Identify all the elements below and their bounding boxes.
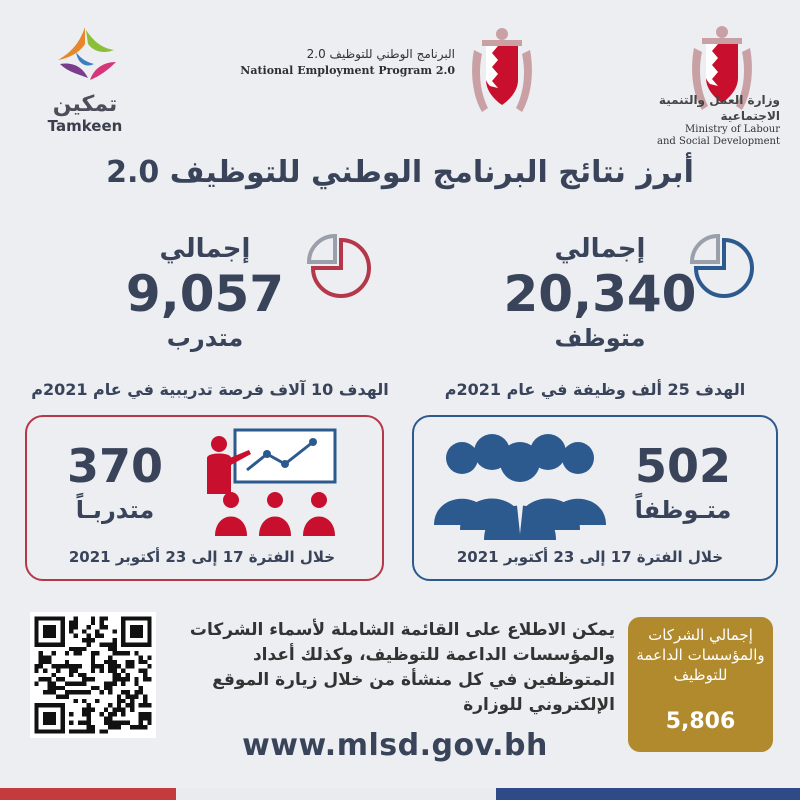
trainees-weekly-label: متدربـاً xyxy=(75,496,155,524)
training-presentation-icon xyxy=(205,424,345,536)
page-title: أبرز نتائج البرنامج الوطني للتوظيف 2.0 xyxy=(106,155,694,190)
employed-weekly-value: 502 xyxy=(634,439,732,493)
employed-goal-text: الهدف 25 ألف وظيفة في عام 2021م xyxy=(444,380,746,399)
nep-title-block xyxy=(205,45,455,79)
trainees-total-stat xyxy=(105,232,305,354)
tamkeen-logo xyxy=(40,22,130,137)
bahrain-emblem-icon xyxy=(468,20,536,120)
tamkeen-arabic-name: تمكين xyxy=(52,92,118,117)
companies-total-label: إجمالي الشركات والمؤسسات الداعمة للتوظيف xyxy=(636,626,765,684)
tamkeen-english-name: Tamkeen xyxy=(47,117,123,135)
people-group-icon xyxy=(430,430,610,540)
nep-arabic-title: البرنامج الوطني للتوظيف 2.0 xyxy=(306,47,455,61)
trainees-weekly-value: 370 xyxy=(66,439,164,493)
ministry-english-name-1: Ministry of Labour xyxy=(685,124,780,135)
ministry-english-name-2: and Social Development xyxy=(657,136,780,147)
ministry-name-block xyxy=(640,92,780,148)
website-link[interactable]: www.mlsd.gov.bh xyxy=(242,728,548,763)
qr-code-icon[interactable] xyxy=(30,612,156,738)
tamkeen-swirl-icon xyxy=(50,22,120,87)
footer-color-bar xyxy=(0,788,800,800)
nep-english-title: National Employment Program 2.0 xyxy=(240,64,455,77)
employed-weekly-label: متـوظفاً xyxy=(634,496,732,524)
trainees-unit-label: متدرب xyxy=(166,324,244,352)
trainees-total-label: إجمالي xyxy=(159,234,251,264)
employed-unit-label: متوظف xyxy=(554,324,646,352)
employed-total-value: 20,340 xyxy=(503,265,697,323)
trainees-period-text: خلال الفترة 17 إلى 23 أكتوبر 2021 xyxy=(68,548,336,566)
employed-total-label: إجمالي xyxy=(554,234,646,264)
employed-total-stat xyxy=(500,232,700,354)
companies-total-value: 5,806 xyxy=(665,709,736,734)
trainees-total-value: 9,057 xyxy=(125,265,285,323)
employed-period-text: خلال الفترة 17 إلى 23 أكتوبر 2021 xyxy=(456,548,724,566)
trainees-goal-text: الهدف 10 آلاف فرصة تدريبية في عام 2021م xyxy=(31,380,389,399)
ministry-arabic-name: وزارة العمل والتنمية الاجتماعية xyxy=(658,93,780,123)
pie-chart-icon xyxy=(305,232,377,304)
info-paragraph: يمكن الاطلاع على القائمة الشاملة لأسماء الشركات والمؤسسات الداعمة للتوظيف، وكذلك أعداد المتوظفين في كل منشأة من خلال زيارة الموقع الإلكتروني للوزارة xyxy=(189,620,615,715)
companies-total-box xyxy=(628,617,773,752)
